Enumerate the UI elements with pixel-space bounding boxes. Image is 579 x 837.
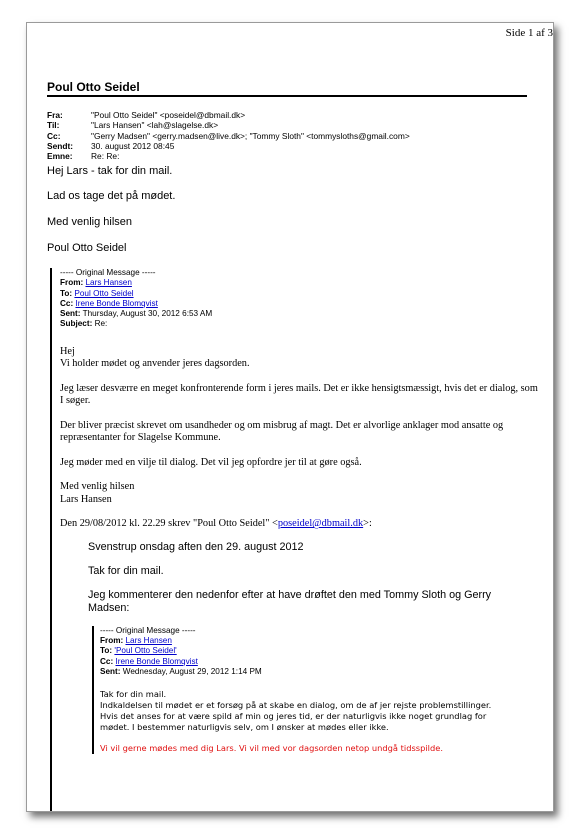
nested-to-link[interactable]: 'Poul Otto Seidel' bbox=[114, 646, 177, 656]
nested-quote-body: Tak for din mail. Indkaldelsen til mødet er et forsøg på at skabe en dialog, om de af jer rejste problemstillinger. Hvis det anses for at være spild af min og jeres tid, er der naturligvis ikke noget grundlag for mødet. I bestemmer naturligvis selv, om I ønsker at mødes eller ikke. Vi vil gerne mødes med dig Lars. Vi vil med vor dagsorden netop undgå tidsspilde. bbox=[100, 689, 500, 754]
header-to: Til: "Lars Hansen" <lah@slagelse.dk> bbox=[47, 120, 219, 131]
quoted-message bbox=[50, 268, 540, 812]
nested-reply: Svenstrup onsdag aften den 29. august 2012 Tak for din mail. Jeg kommenterer den nedenfor efter at have drøftet den med Tommy Sloth og Gerry Madsen: ----- Original Message ----- From: Lars Hansen To: 'Poul Otto Seidel' Cc: Irene Bonde Blomqvist Sent: Wednesday, August 29, 2012 1:14 PM Tak for din mail. Indkaldelsen til mødet er et forsøg på at skabe en dialog, om de af jer rejste problemstillinger. Hvis det anses for at være spild af min og jeres tid, er der naturligvis ikke noget grundlag for mødet. I bestemmer naturligvis selv, om I ønsker at mødes eller ikke. Vi vil gerne mødes med dig Lars. Vi vil med vor dagsorden netop undgå tidsspilde. bbox=[88, 541, 540, 754]
nested-quote-header: ----- Original Message ----- From: Lars Hansen To: 'Poul Otto Seidel' Cc: Irene Bonde Blomqvist Sent: Wednesday, August 29, 2012 1:14 PM bbox=[100, 625, 262, 676]
header-cc: Cc: "Gerry Madsen" <gerry.madsen@live.dk>; "Tommy Sloth" <tommysloths@gmail.com> bbox=[47, 130, 410, 141]
quote-separator: ----- Original Message ----- bbox=[60, 268, 156, 277]
body-line: Poul Otto Seidel bbox=[47, 242, 127, 254]
message-body bbox=[47, 165, 175, 268]
quote-header: ----- Original Message ----- From: Lars Hansen To: Poul Otto Seidel Cc: Irene Bonde Blomqvist Sent: Thursday, August 30, 2012 6:53 AM Subject: Re: bbox=[60, 268, 540, 330]
document-page bbox=[26, 22, 554, 812]
email-link[interactable]: poseidel@dbmail.dk bbox=[277, 518, 364, 530]
nested-from-link[interactable]: Lars Hansen bbox=[125, 636, 172, 646]
wrote-line: Den 29/08/2012 kl. 22.29 skrev "Poul Otto Seidel" <poseidel@dbmail.dk>: bbox=[60, 518, 372, 530]
header-subject: Emne: Re: Re: bbox=[47, 151, 120, 162]
cc-link[interactable]: Irene Bonde Blomqvist bbox=[75, 298, 158, 308]
to-link[interactable]: Poul Otto Seidel bbox=[74, 288, 134, 298]
from-link[interactable]: Lars Hansen bbox=[85, 278, 132, 288]
nested-cc-link[interactable]: Irene Bonde Blomqvist bbox=[115, 656, 198, 666]
page-title: Poul Otto Seidel bbox=[47, 80, 527, 97]
body-line: Lad os tage det på mødet. bbox=[47, 190, 176, 202]
header-from: Fra: "Poul Otto Seidel" <poseidel@dbmail.dk> bbox=[47, 110, 246, 120]
body-line: Med venlig hilsen bbox=[47, 216, 132, 228]
body-line: Hej Lars - tak for din mail. bbox=[47, 165, 173, 177]
email-headers bbox=[47, 110, 410, 161]
header-sent: Sendt: 30. august 2012 08:45 bbox=[47, 140, 175, 151]
red-reply-line: Vi vil gerne mødes med dig Lars. Vi vil med vor dagsorden netop undgå tidsspilde. bbox=[100, 743, 443, 754]
page-number: Side 1 af 3 bbox=[505, 27, 553, 39]
quote-body: Hej Vi holder mødet og anvender jeres dagsorden. Jeg læser desværre en meget konfronterende form i jeres mails. Det er ikke hensigtsmæssigt, hvis det er dialog, som I søger. Der bliver præcist skrevet om usandheder og om misbrug af magt. Det er alvorlige anklager mod ansatte og repræsentanter for Slagelse Kommune. Jeg møder med en vilje til dialog. Det vil jeg opfordre jer til at gøre også. Med venlig hilsen Lars Hansen Den 29/08/2012 kl. 22.29 skrev "Poul Otto Seidel" <poseidel@dbmail.dk>: bbox=[60, 346, 540, 531]
nested-quoted-message bbox=[92, 626, 500, 754]
